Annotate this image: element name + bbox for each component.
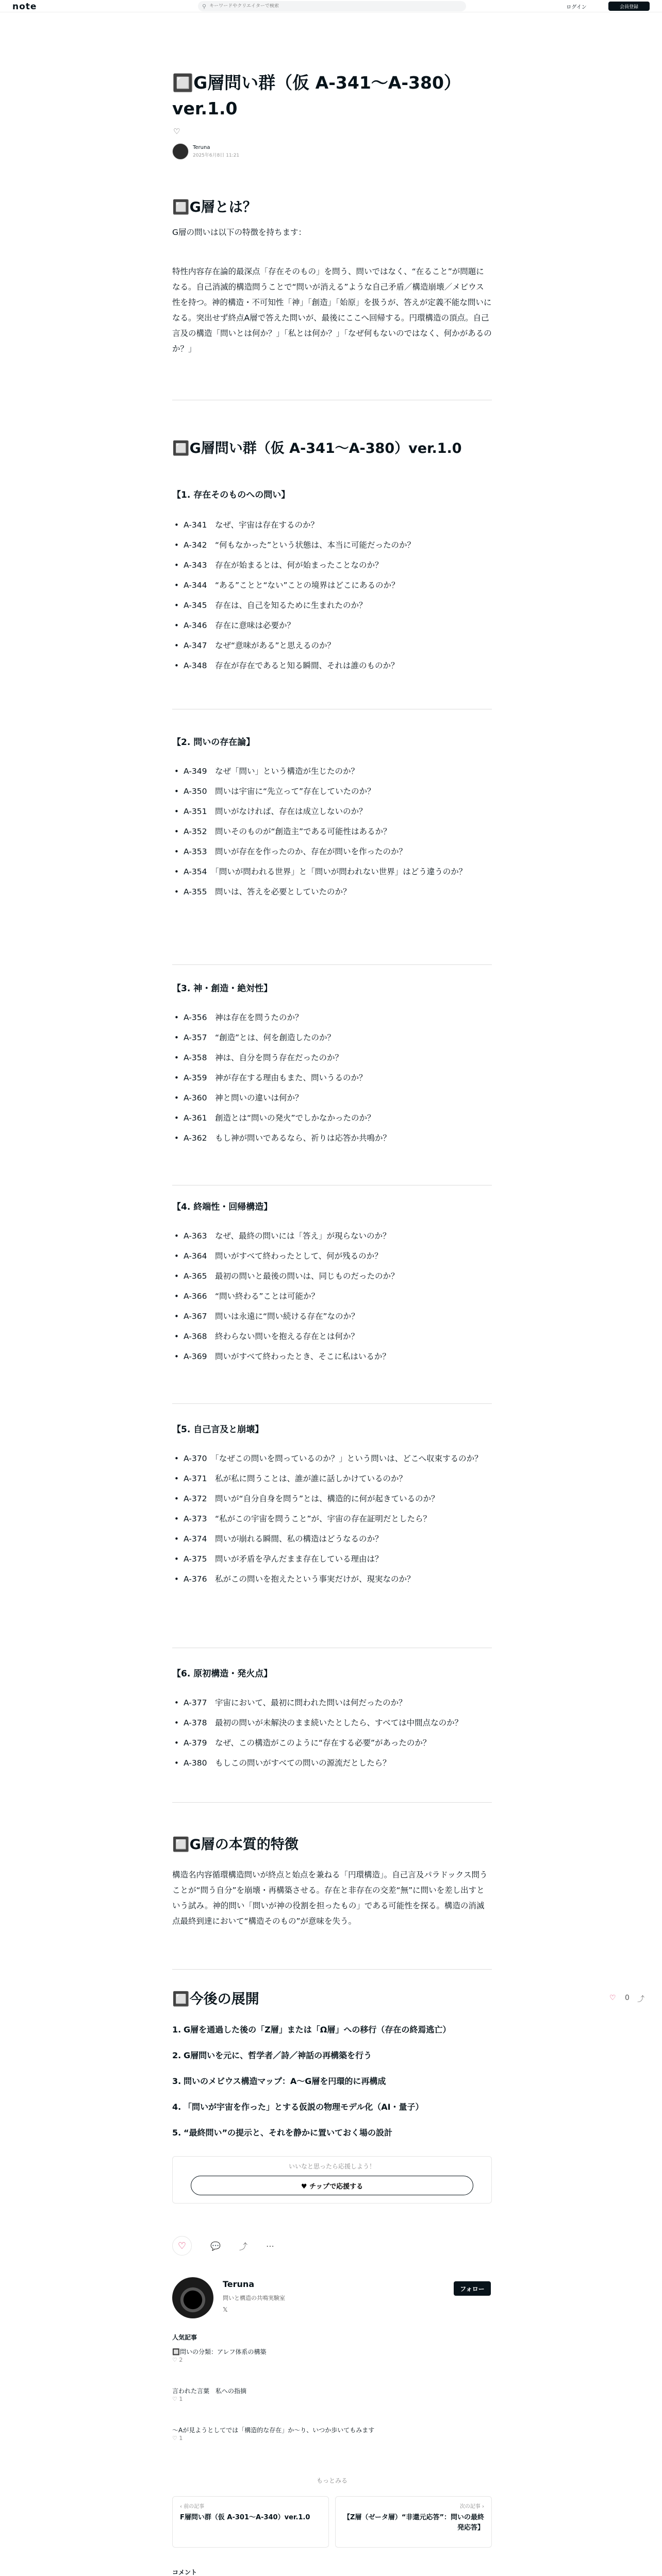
list-item: • A-343 存在が始まるとは、何が始まったことなのか？ xyxy=(172,558,492,572)
divider xyxy=(172,1969,492,1970)
article-title xyxy=(172,70,492,122)
login-button[interactable]: ログイン xyxy=(560,2,593,11)
list-item: • A-346 存在に意味は必要か？ xyxy=(172,619,492,632)
prev-article-card[interactable] xyxy=(172,2496,329,2548)
chevron-right-icon: › xyxy=(480,2504,484,2510)
prev-label: ‹ 前の記事 xyxy=(180,2504,205,2510)
action-row xyxy=(172,2236,274,2256)
section-heading: 【1. 存在そのものへの問い】 xyxy=(172,490,290,500)
list-item: • A-353 問いが存在を作ったのか、存在が問いを作ったのか？ xyxy=(172,845,492,858)
list-item: 1. G層を通過した後の「Z層」または「Ω層」への移行（存在の終焉逃亡） xyxy=(172,2025,451,2035)
site-header xyxy=(0,0,662,12)
question-list xyxy=(172,1229,492,1370)
list-item: • A-341 なぜ、宇宙は存在するのか？ xyxy=(172,518,492,532)
list-item: • A-361 創造とは“問いの発火”でしかなかったのか？ xyxy=(172,1111,492,1125)
list-item: • A-351 問いがなければ、存在は成立しないのか？ xyxy=(172,805,492,818)
like-heart-icon[interactable]: ♡ xyxy=(173,127,180,136)
list-item: 5. “最終問い”の提示と、それを静かに置いておく場の設計 xyxy=(172,2128,393,2138)
list-item: • A-355 問いは、答えを必要としていたのか？ xyxy=(172,885,492,899)
list-item: • A-377 宇宙において、最初に問われた問いは何だったのか？ xyxy=(172,1696,492,1709)
heart-icon: ♡ xyxy=(172,2435,179,2442)
plan-heading: 🔲今後の展開 xyxy=(172,1991,259,2007)
divider xyxy=(172,1802,492,1803)
list-item: • A-374 問いが崩れる瞬間、私の構造はどうなるのか？ xyxy=(172,1532,492,1546)
list-item: • A-370 「なぜこの問いを問っているのか？」という問いは、どこへ収束するのか？ xyxy=(172,1452,492,1465)
list-item: • A-372 問いが“自分自身を問う”とは、構造的に何が起きているのか？ xyxy=(172,1492,492,1505)
author-card-bio: 問いと構造の共鳴実験室 xyxy=(223,2295,285,2301)
list-item: • A-356 神は存在を問うたのか？ xyxy=(172,1011,492,1024)
list-item: • A-342 “何もなかった”という状態は、本当に可能だったのか？ xyxy=(172,538,492,552)
list-item: • A-371 私が私に問うことは、誰が誰に話しかけているのか？ xyxy=(172,1472,492,1485)
divider xyxy=(172,964,492,965)
next-article-card[interactable] xyxy=(335,2496,492,2548)
share-icon[interactable]: ⤴ xyxy=(239,2241,247,2251)
essence-paragraph: 構造名内容循環構造問いが終点と始点を兼ねる「円環構造」。自己言及パラドックス問うことが“問う自分”を崩壊・再構築させる。存在と非存在の交差“無”に問いを差し出すという試み。神的問い「問いが神の役割を担ったもの」である可能性を探る。構造の消滅点最終到達において“構造そのもの”が意味を失う。 xyxy=(172,1870,488,1926)
list-item: • A-369 問いがすべて終わったとき、そこに私はいるか？ xyxy=(172,1350,492,1363)
list-item: • A-368 終わらない問いを抱える存在とは何か？ xyxy=(172,1330,492,1343)
publish-date: 2025年6月8日 11:21 xyxy=(193,153,240,158)
divider xyxy=(172,1403,492,1404)
chevron-left-icon: ‹ xyxy=(180,2504,184,2510)
plan-list xyxy=(172,2024,492,2153)
list-item: • A-376 私がこの問いを抱えたという事実だけが、現実なのか？ xyxy=(172,1572,492,1586)
signup-button[interactable]: 会員登録 xyxy=(608,2,650,11)
search-icon: ⚲ xyxy=(202,3,207,10)
intro-paragraph-2: 特性内容存在論的最深点「存在そのもの」を問う、問いではなく、“在ること”が問題になる。自己消滅的構造問うことで“問いが消える”ような自己矛盾／構造崩壊／メビウス性を持つ。神的構造・不可知性「神」「創造」「始原」を扱うが、答えが定義不能な問いになる。突出せず終点A層で答えた問いが、最後にここへ回帰する。円環構造の頂点。自己言及の構造「問いとは何か？」「私とは何か？」「なぜ何もないのではなく、何かがあるのか？」 xyxy=(172,267,492,353)
section-heading: 【4. 終端性・回帰構造】 xyxy=(172,1202,273,1212)
list-item: • A-359 神が存在する理由もまた、問いうるのか？ xyxy=(172,1071,492,1084)
list-item: • A-365 最初の問いと最後の問いは、同じものだったのか？ xyxy=(172,1269,492,1283)
next-label: 次の記事 › xyxy=(459,2504,484,2510)
support-box xyxy=(172,2156,492,2204)
list-item: • A-364 問いがすべて終わったとして、何が残るのか？ xyxy=(172,1249,492,1263)
float-share-icon[interactable]: ⤴ xyxy=(637,1995,644,2004)
author-row xyxy=(172,143,239,160)
list-item: • A-349 なぜ「問い」という構造が生じたのか？ xyxy=(172,765,492,778)
list-item: • A-344 “ある”ことと“ない”ことの境界はどこにあるのか？ xyxy=(172,579,492,592)
list-item: 3. 問いのメビウス構造マップ：A〜G層を円環的に再構成 xyxy=(172,2076,386,2086)
question-list xyxy=(172,1011,492,1151)
list-item: • A-362 もし神が問いであるなら、祈りは応答か共鳴か？ xyxy=(172,1131,492,1145)
section-heading: 【3. 神・創造・絶対性】 xyxy=(172,984,273,994)
list-item: • A-354 「問いが問われる世界」と「問いが問われない世界」はどう違うのか？ xyxy=(172,865,492,878)
more-icon[interactable]: ⋯ xyxy=(266,2241,274,2251)
float-like-icon[interactable]: ♡ xyxy=(609,1994,616,2002)
popular-item[interactable]: 🔲問いの分類：アレフ体系の構築 ♡ 2 xyxy=(172,2348,267,2363)
author-card-avatar[interactable] xyxy=(172,2277,213,2318)
section-heading: 【2. 問いの存在論】 xyxy=(172,737,255,748)
list-item: • A-360 神と問いの違いは何か？ xyxy=(172,1091,492,1105)
tip-button[interactable]: ♥ チップで応援する xyxy=(191,2176,473,2195)
question-list xyxy=(172,1452,492,1592)
list-item: • A-373 “私がこの宇宙を問うこと”が、宇宙の存在証明だとしたら？ xyxy=(172,1512,492,1526)
list-item: • A-348 存在が存在であると知る瞬間、それは誰のものか？ xyxy=(172,659,492,672)
list-item: • A-358 神は、自分を問う存在だったのか？ xyxy=(172,1051,492,1064)
tip-heart-icon: ♥ xyxy=(301,2182,310,2191)
list-item: • A-366 “問い終わる”ことは可能か？ xyxy=(172,1290,492,1303)
comments-label: コメント xyxy=(172,2569,197,2576)
title-line-2: ver.1.0 xyxy=(172,98,238,118)
title-line-1: 🔲G層問い群（仮 A-341〜A-380） xyxy=(172,73,461,93)
more-link[interactable]: もっとみる xyxy=(316,2477,347,2484)
list-item: • A-380 もしこの問いがすべての問いの源流だとしたら？ xyxy=(172,1756,492,1770)
section-heading: 【5. 自己言及と崩壊】 xyxy=(172,1425,264,1435)
next-title: 【Z層（ゼータ層）“非還元応答”：問いの最終発応答】 xyxy=(343,2514,484,2532)
question-list xyxy=(172,518,492,679)
list-item: • A-378 最初の問いが未解決のまま続いたとしたら、すべては中間点なのか？ xyxy=(172,1716,492,1730)
list-item: • A-352 問いそのものが“創造主”である可能性はあるか？ xyxy=(172,825,492,838)
list-item: • A-347 なぜ“意味がある”と思えるのか？ xyxy=(172,639,492,652)
list-item: • A-379 なぜ、この構造がこのように“存在する必要”があったのか？ xyxy=(172,1736,492,1750)
heart-icon: ♡ xyxy=(177,2240,187,2251)
popular-item[interactable]: 言われた言葉 私への指摘 ♡ 1 xyxy=(172,2387,247,2402)
heart-icon: ♡ xyxy=(172,2396,179,2402)
x-icon[interactable]: 𝕏 xyxy=(223,2306,228,2313)
list-item: 2. G層問いを元に、哲学者／詩／神話の再構築を行う xyxy=(172,2050,372,2060)
list-item: • A-375 問いが矛盾を孕んだまま存在している理由は？ xyxy=(172,1552,492,1566)
intro-paragraph-1: G層の問いは以下の特徴を持ちます： xyxy=(172,228,307,237)
intro-heading: 🔲G層とは？ xyxy=(172,199,257,215)
prev-title: F層問い群（仮 A-301〜A-340）ver.1.0 xyxy=(180,2514,310,2521)
heart-icon: ♡ xyxy=(172,2357,179,2363)
main-heading: 🔲G層問い群（仮 A-341〜A-380）ver.1.0 xyxy=(172,440,462,456)
section-heading: 【6. 原初構造・発火点】 xyxy=(172,1669,273,1679)
popular-item[interactable]: 〜Aが見ようとしてでは「構造的な存在」か〜り、いつか歩いてもみます ♡ 1 xyxy=(172,2427,375,2442)
list-item: • A-363 なぜ、最終の問いには「答え」が現らないのか？ xyxy=(172,1229,492,1243)
question-list xyxy=(172,765,492,905)
search-bar[interactable] xyxy=(198,1,466,11)
search-input[interactable] xyxy=(209,4,446,9)
list-item: 4. 「問いが宇宙を作った」とする仮説の物理モデル化（AI・量子） xyxy=(172,2102,424,2112)
list-item: • A-367 問いは永遠に“問い続ける存在”なのか？ xyxy=(172,1310,492,1323)
like-button[interactable] xyxy=(172,2236,192,2256)
follow-button[interactable]: フォロー xyxy=(454,2281,491,2296)
list-item: • A-350 問いは宇宙に“先立って”存在していたのか？ xyxy=(172,785,492,798)
author-avatar[interactable] xyxy=(172,143,189,160)
note-logo[interactable]: note xyxy=(12,2,37,12)
popular-label: 人気記事 xyxy=(172,2334,197,2341)
support-text: いいなと思ったら応援しよう！ xyxy=(288,2163,375,2170)
question-list xyxy=(172,1696,492,1776)
float-like-count: 0 xyxy=(625,1994,630,2002)
list-item: • A-345 存在は、自己を知るために生まれたのか？ xyxy=(172,599,492,612)
essence-heading: 🔲G層の本質的特徴 xyxy=(172,1837,299,1853)
comment-icon[interactable]: 💬 xyxy=(210,2241,221,2251)
author-name[interactable]: Teruna xyxy=(193,145,210,150)
author-card-name[interactable]: Teruna xyxy=(223,2279,255,2289)
list-item: • A-357 “創造”とは、何を創造したのか？ xyxy=(172,1031,492,1044)
